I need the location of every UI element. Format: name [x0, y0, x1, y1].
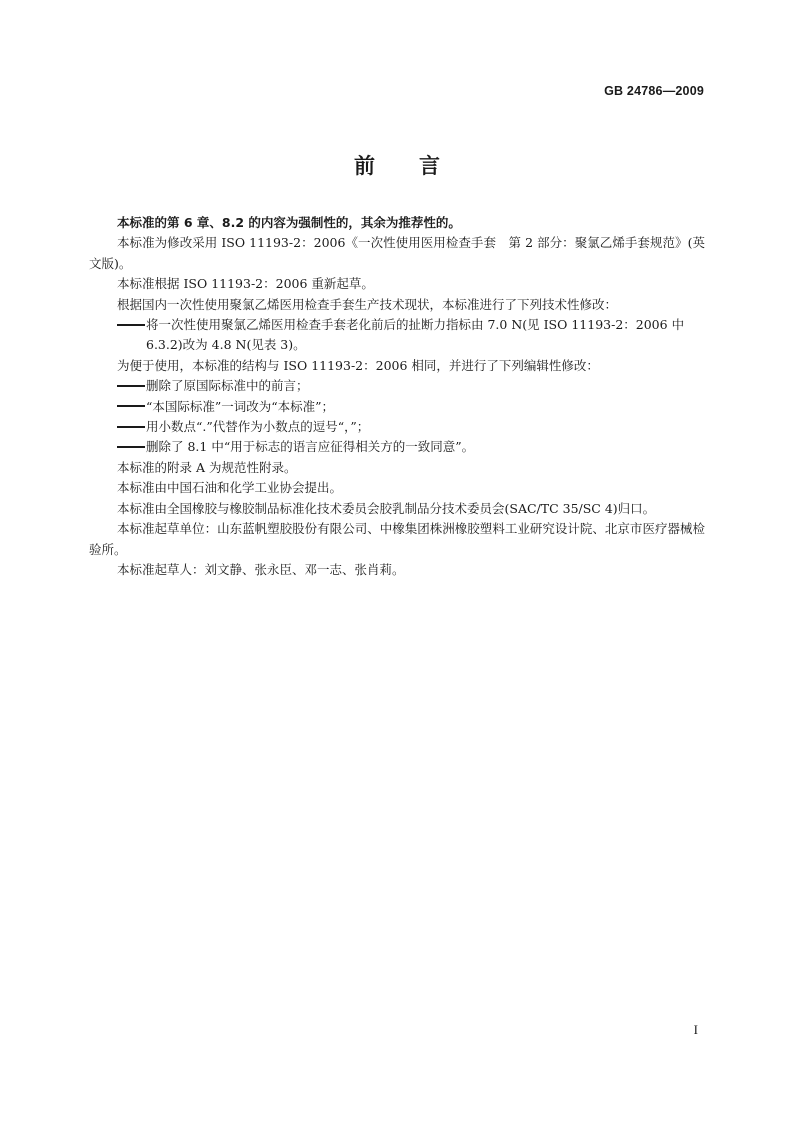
dash-mark [117, 324, 145, 326]
editorial-changes-intro: 为便于使用，本标准的结构与 ISO 11193-2：2006 相同，并进行了下列编辑性修改： [117, 357, 599, 373]
annex-statement: 本标准的附录 A 为规范性附录。 [117, 459, 297, 475]
editorial-change-item: “本国际标准”一词改为“本标准”； [89, 397, 705, 417]
title-char-left: 前 [354, 154, 375, 178]
committee-statement: 本标准由全国橡胶与橡胶制品标准化技术委员会胶乳制品分技术委员会(SAC/TC 35/SC 4)归口。 [117, 500, 656, 516]
drafting-basis: 本标准根据 ISO 11193-2：2006 重新起草。 [117, 276, 374, 292]
drafters: 本标准起草人：刘文静、张永臣、邓一志、张肖莉。 [117, 561, 405, 577]
adoption-statement: 本标准为修改采用 ISO 11193-2：2006《一次性使用医用检查手套 第 2 部分：聚氯乙烯手套规范》(英文版)。 [89, 235, 705, 271]
dash-mark [117, 426, 145, 428]
page-number: I [693, 1022, 698, 1037]
editorial-change-item: 用小数点“.”代替作为小数点的逗号“，”； [89, 417, 705, 437]
dash-mark [117, 385, 145, 387]
dash-mark [117, 405, 145, 407]
standard-code: GB 24786—2009 [604, 84, 704, 98]
mandatory-clause-statement: 本标准的第 6 章、8.2 的内容为强制性的，其余为推荐性的。 [117, 215, 461, 230]
technical-changes-intro: 根据国内一次性使用聚氯乙烯医用检查手套生产技术现状，本标准进行了下列技术性修改： [117, 296, 618, 312]
title-char-right: 言 [419, 154, 440, 178]
dash-mark [117, 446, 145, 448]
drafting-organizations: 本标准起草单位：山东蓝帆塑胶股份有限公司、中橡集团株洲橡胶塑料工业研究设计院、北京市医疗器械检验所。 [89, 521, 705, 557]
page-title [0, 150, 794, 180]
editorial-change-item: 删除了 8.1 中“用于标志的语言应征得相关方的一致同意”。 [89, 437, 705, 457]
proposer-statement: 本标准由中国石油和化学工业协会提出。 [117, 480, 343, 496]
editorial-change-item: 删除了原国际标准中的前言； [89, 376, 705, 396]
technical-change-item: 将一次性使用聚氯乙烯医用检查手套老化前后的扯断力指标由 7.0 N(见 ISO 11193-2：2006 中 6.3.2)改为 4.8 N(见表 3)。 [89, 315, 705, 356]
foreword-body [89, 213, 705, 580]
